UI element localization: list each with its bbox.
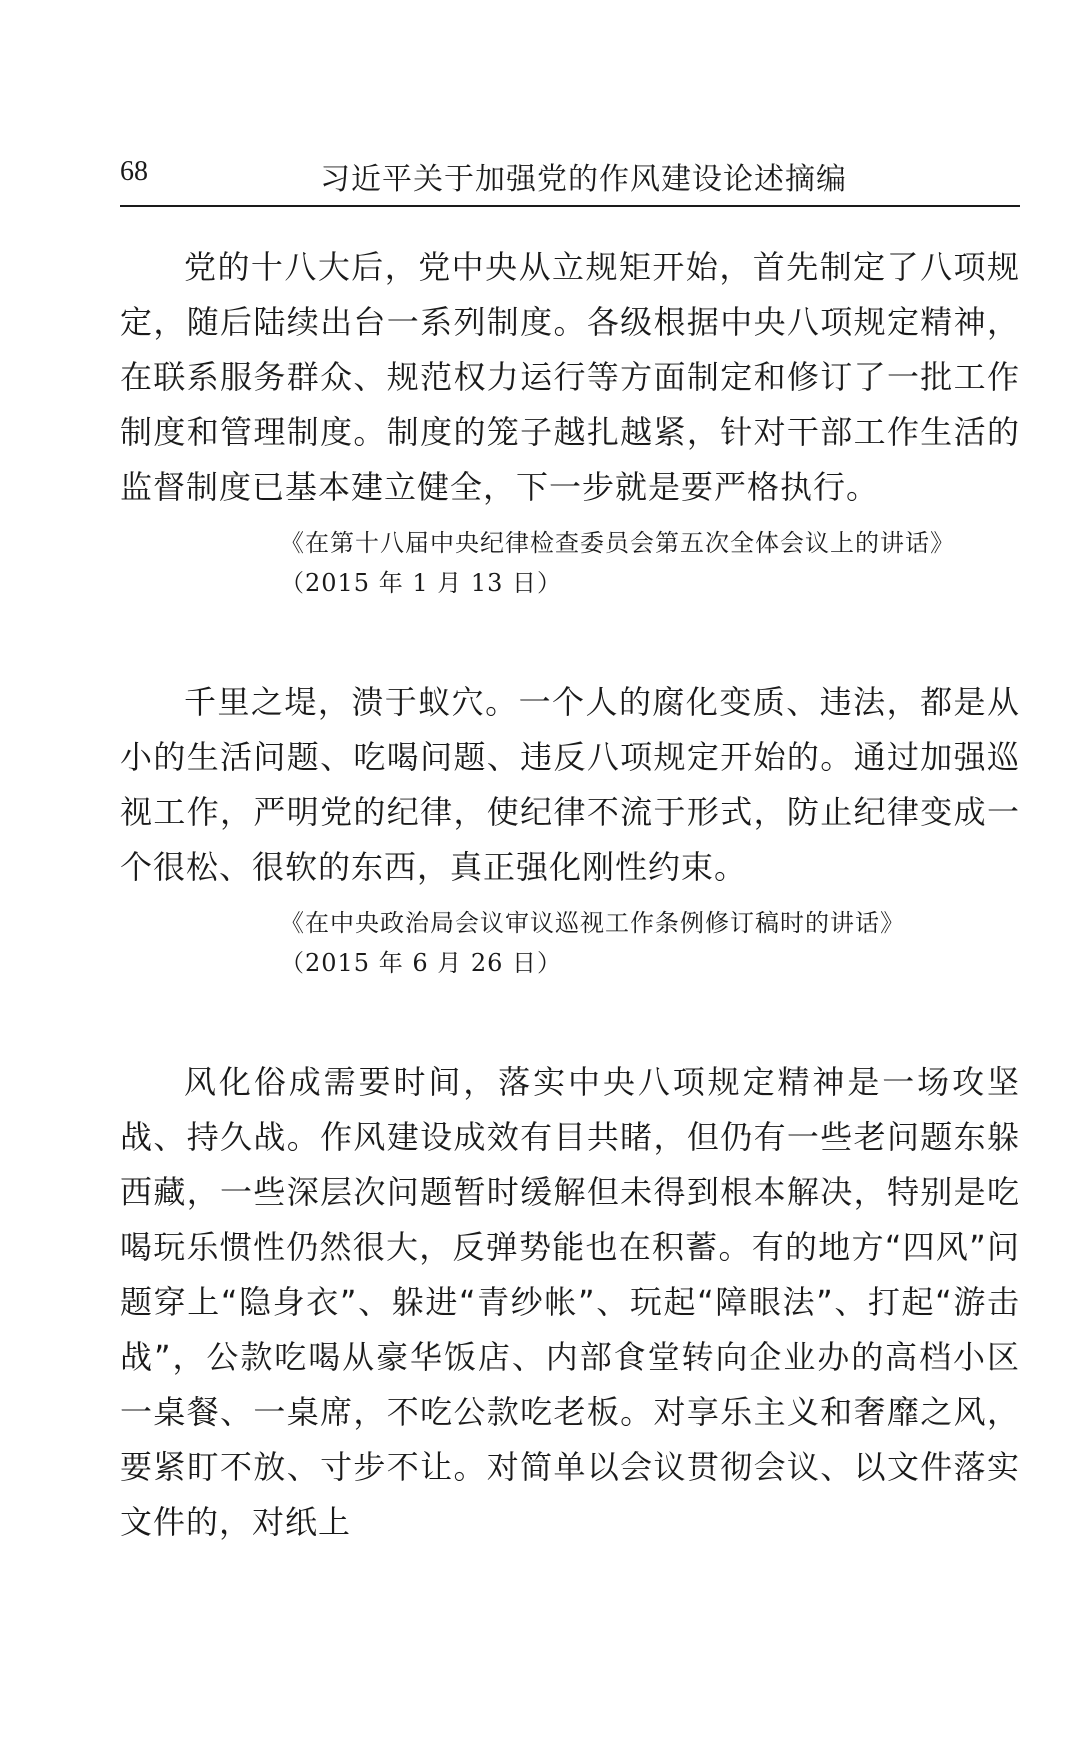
passage-1 — [120, 240, 1020, 603]
passage-text: 党的十八大后，党中央从立规矩开始，首先制定了八项规定，随后陆续出台一系列制度。各级根据中央八项规定精神，在联系服务群众、规范权力运行等方面制定和修订了一批工作制度和管理制度。制度的笼子越扎越紧，针对干部工作生活的监督制度已基本建立健全，下一步就是要严格执行。 — [120, 248, 1020, 506]
page-header — [120, 150, 1020, 200]
passage-3 — [120, 1055, 1020, 1550]
page-number: 68 — [120, 156, 148, 187]
source-date: （2015 年 6 月 26 日） — [280, 949, 563, 977]
header-divider — [120, 205, 1020, 207]
source-date: （2015 年 1 月 13 日） — [280, 569, 563, 597]
source-title: 《在中央政治局会议审议巡视工作条例修订稿时的讲话》 — [280, 909, 905, 937]
page-body — [120, 240, 1020, 1550]
passage-text: 千里之堤，溃于蚁穴。一个人的腐化变质、违法，都是从小的生活问题、吃喝问题、违反八项规定开始的。通过加强巡视工作，严明党的纪律，使纪律不流于形式，防止纪律变成一个很松、很软的东西，真正强化刚性约束。 — [120, 683, 1020, 886]
running-title: 习近平关于加强党的作风建设论述摘编 — [320, 162, 847, 197]
passage-source — [120, 903, 1020, 983]
passage-text: 风化俗成需要时间，落实中央八项规定精神是一场攻坚战、持久战。作风建设成效有目共睹，但仍有一些老问题东躲西藏，一些深层次问题暂时缓解但未得到根本解决，特别是吃喝玩乐惯性仍然很大，反弹势能也在积蓄。有的地方“四风”问题穿上“隐身衣”、躲进“青纱帐”、玩起“障眼法”、打起“游击战”，公款吃喝从豪华饭店、内部食堂转向企业办的高档小区一桌餐、一桌席，不吃公款吃老板。对享乐主义和奢靡之风，要紧盯不放、寸步不让。对简单以会议贯彻会议、以文件落实文件的，对纸上 — [120, 1063, 1020, 1541]
source-title: 《在第十八届中央纪律检查委员会第五次全体会议上的讲话》 — [280, 529, 955, 557]
passage-source — [120, 523, 1020, 603]
passage-2 — [120, 675, 1020, 983]
